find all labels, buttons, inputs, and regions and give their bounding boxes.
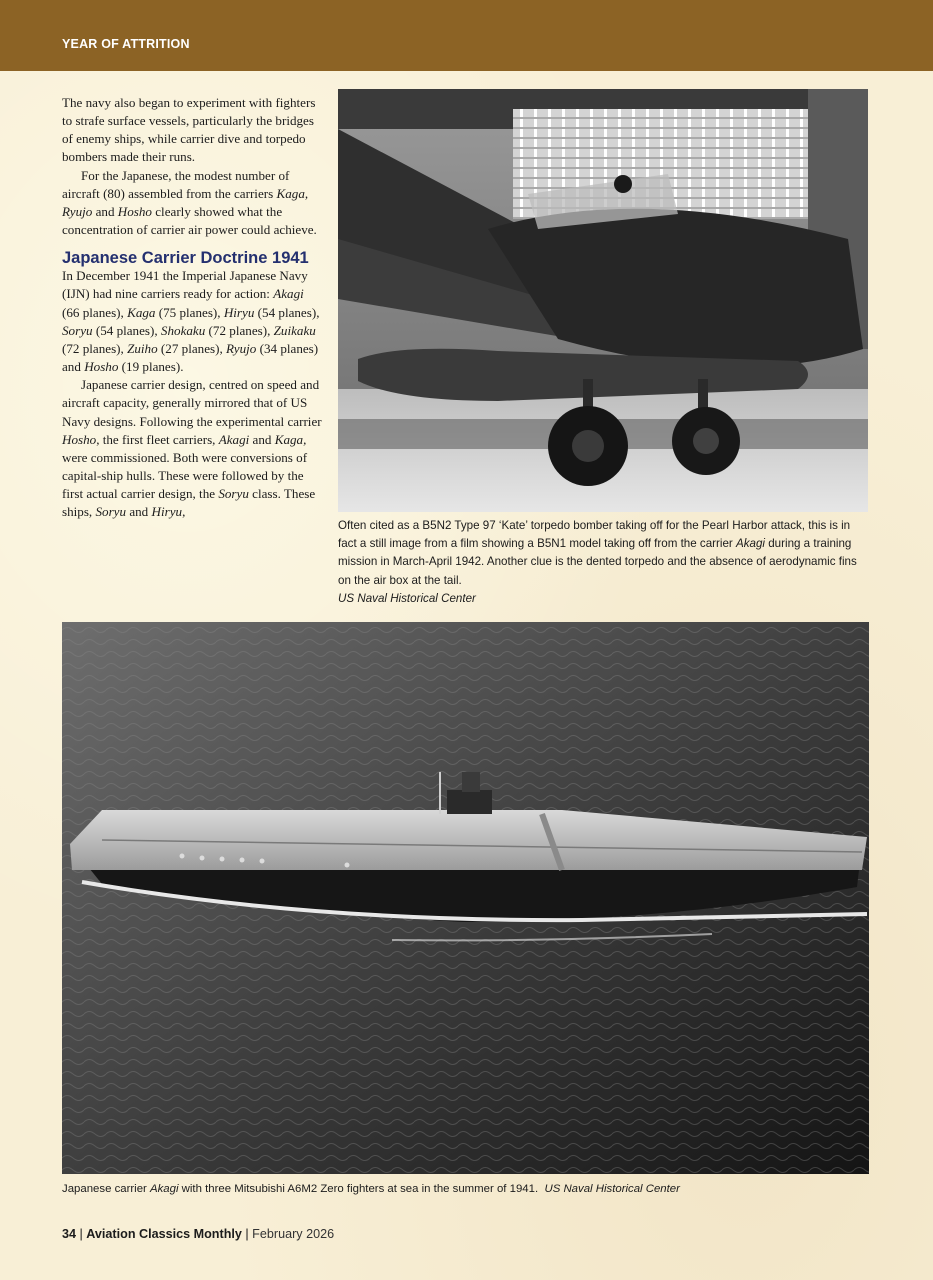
header-band [0, 0, 933, 71]
page-footer: 34 | Aviation Classics Monthly | February 2026 [62, 1227, 335, 1241]
magazine-title: Aviation Classics Monthly [86, 1227, 242, 1241]
paragraph: Japanese carrier design, centred on speed and aircraft capacity, generally mirrored that of US Navy designs. Following the experimental carrier Hosho, the first fleet carriers, Akagi and Kaga, were commissioned. Both were conversions of capital-ship hulls. These were followed by the first actual carrier design, the Soryu class. These ships, Soryu and Hiryu, [62, 377, 322, 520]
paragraph: In December 1941 the Imperial Japanese Navy (IJN) had nine carriers ready for action: Akagi (66 planes), Kaga (75 planes), Hiryu (54 planes), Soryu (54 planes), Shokaku (72 planes), Zuikaku (72 planes), Zuiho (27 planes), Ryujo (34 planes) and Hosho (19 planes). [62, 268, 320, 375]
torpedo-bomber-photo [338, 89, 868, 512]
photo-caption-top: Often cited as a B5N2 Type 97 ‘Kate’ torpedo bomber taking off for the Pearl Harbor attack, this is in fact a still image from a film showing a B5N1 model taking off from the carrier Akagi during a training mission in March-April 1942. Another clue is the dented torpedo and the absence of aerodynamic fins on the air box at the tail. US Naval Historical Center [338, 519, 857, 605]
issue-date: February 2026 [252, 1227, 335, 1241]
paragraph: The navy also began to experiment with fighters to strafe surface vessels, particularly the bridges of enemy ships, while carrier dive and torpedo bombers made their runs. [62, 95, 316, 165]
section-tag: YEAR OF ATTRITION [62, 37, 190, 51]
paragraph: For the Japanese, the modest number of aircraft (80) assembled from the carriers Kaga, Ryujo and Hosho clearly showed what the concentration of carrier air power could achieve. [62, 167, 317, 238]
photo-credit: US Naval Historical Center [338, 591, 476, 605]
page-number: 34 [62, 1227, 77, 1241]
section-heading: Japanese Carrier Doctrine 1941 [62, 249, 309, 268]
aircraft-carrier-photo [62, 622, 869, 1174]
article-body [62, 94, 324, 521]
photo-credit: US Naval Historical Center [544, 1183, 680, 1195]
photo-caption-bottom: Japanese carrier Akagi with three Mitsubishi A6M2 Zero fighters at sea in the summer of 1941. US Naval Historical Center [62, 1183, 680, 1195]
